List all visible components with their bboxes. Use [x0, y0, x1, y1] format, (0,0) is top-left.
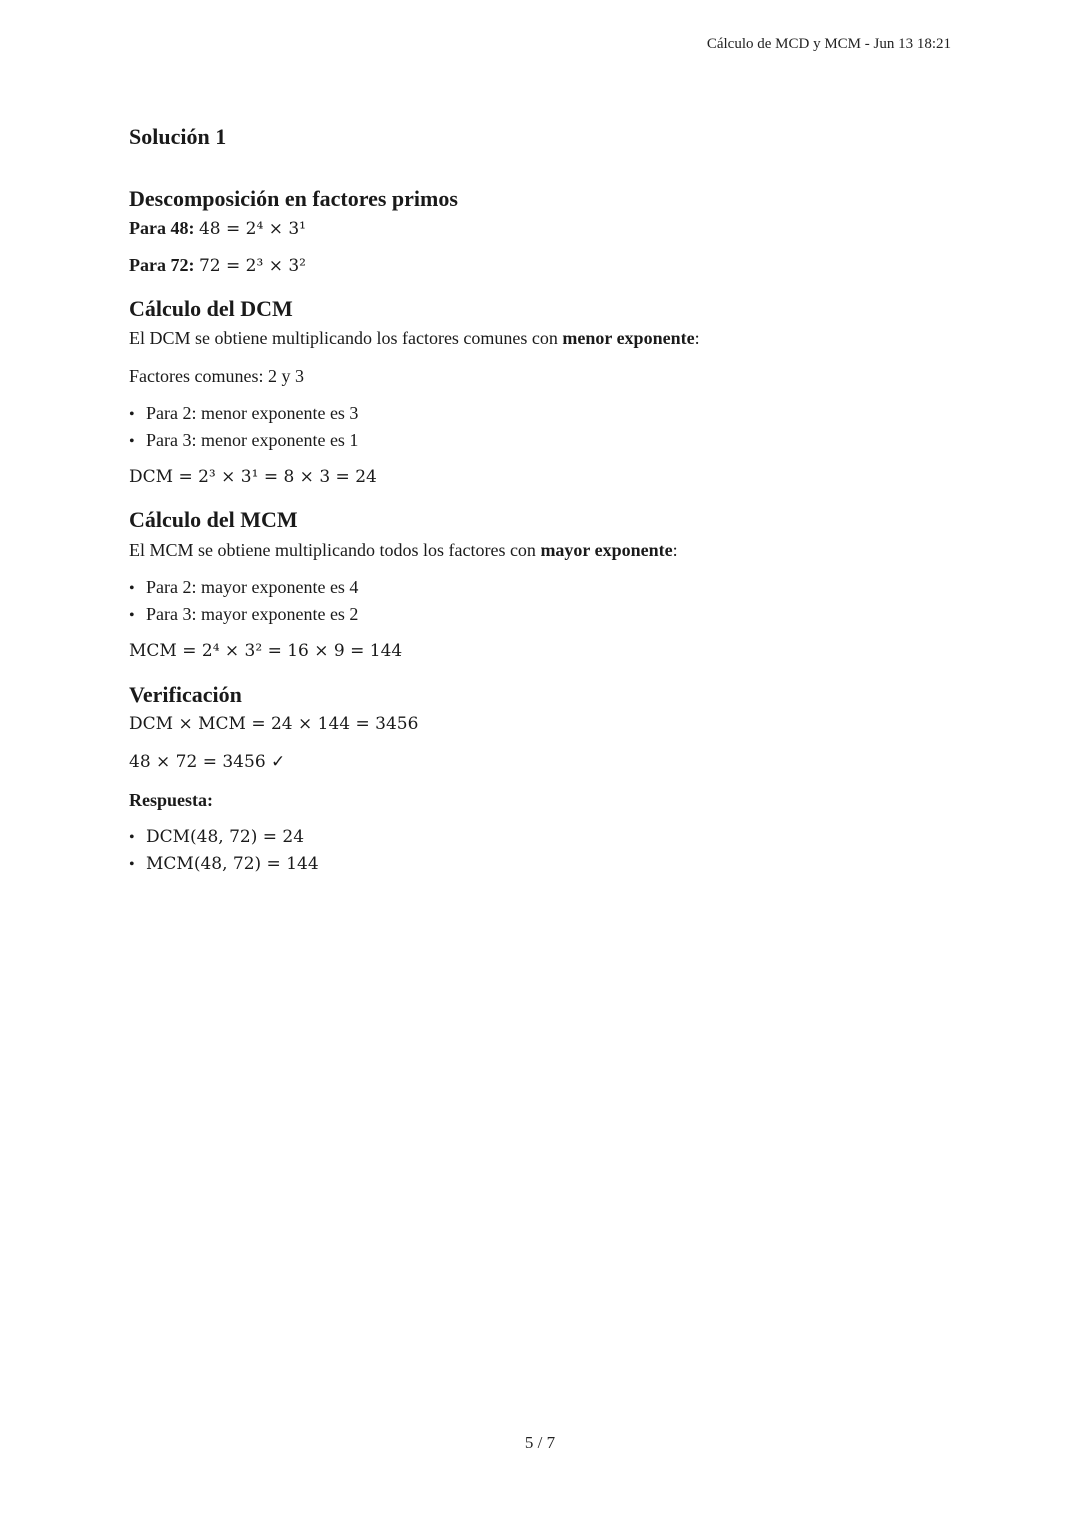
section-title-mcm: Cálculo del MCM: [129, 507, 298, 532]
dcm-intro-bold: menor exponente: [562, 328, 695, 348]
mcm-result: MCM = 2⁴ × 3² = 16 × 9 = 144: [129, 641, 403, 661]
verification-line-1: DCM × MCM = 24 × 144 = 3456: [129, 714, 419, 734]
factorization-48-math: 48 = 2⁴ × 3¹: [198, 219, 306, 239]
mcm-intro-text: El MCM se obtiene multiplicando todos los factores con: [129, 540, 541, 560]
factorization-72-label: Para 72:: [129, 255, 195, 275]
factorization-48: [129, 218, 306, 239]
dcm-intro-text: El DCM se obtiene multiplicando los factores comunes con: [129, 328, 563, 348]
mcm-intro-end: :: [672, 540, 678, 560]
answer-label-text: Respuesta:: [129, 790, 213, 810]
section-title-dcm: Cálculo del DCM: [129, 296, 293, 321]
mcm-bullet-1-text: Para 2: mayor exponente es 4: [146, 577, 359, 597]
mcm-intro-bold: mayor exponente: [540, 540, 673, 560]
answer-bullet-2: [129, 853, 319, 874]
answer-label: [129, 790, 213, 811]
answer-bullet-1: [129, 826, 304, 847]
dcm-intro-end: :: [694, 328, 700, 348]
verification-line-2: 48 × 72 = 3456 ✓: [129, 752, 286, 772]
mcm-intro: [129, 540, 678, 561]
dcm-result: DCM = 2³ × 3¹ = 8 × 3 = 24: [129, 467, 377, 487]
bullet-dot: •: [129, 406, 135, 423]
mcm-bullet-1: [129, 577, 358, 598]
dcm-intro: [129, 328, 700, 349]
section-title-factorization: Descomposición en factores primos: [129, 186, 458, 211]
page-header: Cálculo de MCD y MCM - Jun 13 18:21: [706, 36, 951, 52]
dcm-bullet-1: [129, 403, 358, 424]
dcm-bullet-2-text: Para 3: menor exponente es 1: [146, 430, 359, 450]
bullet-dot: •: [129, 607, 135, 624]
answer-mcm: MCM(48, 72) = 144: [146, 854, 319, 874]
bullet-dot: •: [129, 829, 135, 846]
bullet-dot: •: [129, 433, 135, 450]
factorization-72: [129, 255, 306, 276]
dcm-bullet-1-text: Para 2: menor exponente es 3: [146, 403, 359, 423]
mcm-bullet-2-text: Para 3: mayor exponente es 2: [146, 604, 359, 624]
common-factors: Factores comunes: 2 y 3: [129, 366, 304, 386]
factorization-72-math: 72 = 2³ × 3²: [198, 256, 306, 276]
bullet-dot: •: [129, 856, 135, 873]
solution-title: Solución 1: [129, 124, 227, 149]
section-title-verification: Verificación: [129, 682, 242, 707]
dcm-bullet-2: [129, 430, 358, 451]
bullet-dot: •: [129, 580, 135, 597]
mcm-bullet-2: [129, 604, 358, 625]
answer-dcm: DCM(48, 72) = 24: [146, 827, 305, 847]
page-number: 5 / 7: [524, 1433, 556, 1452]
factorization-48-label: Para 48:: [129, 218, 195, 238]
